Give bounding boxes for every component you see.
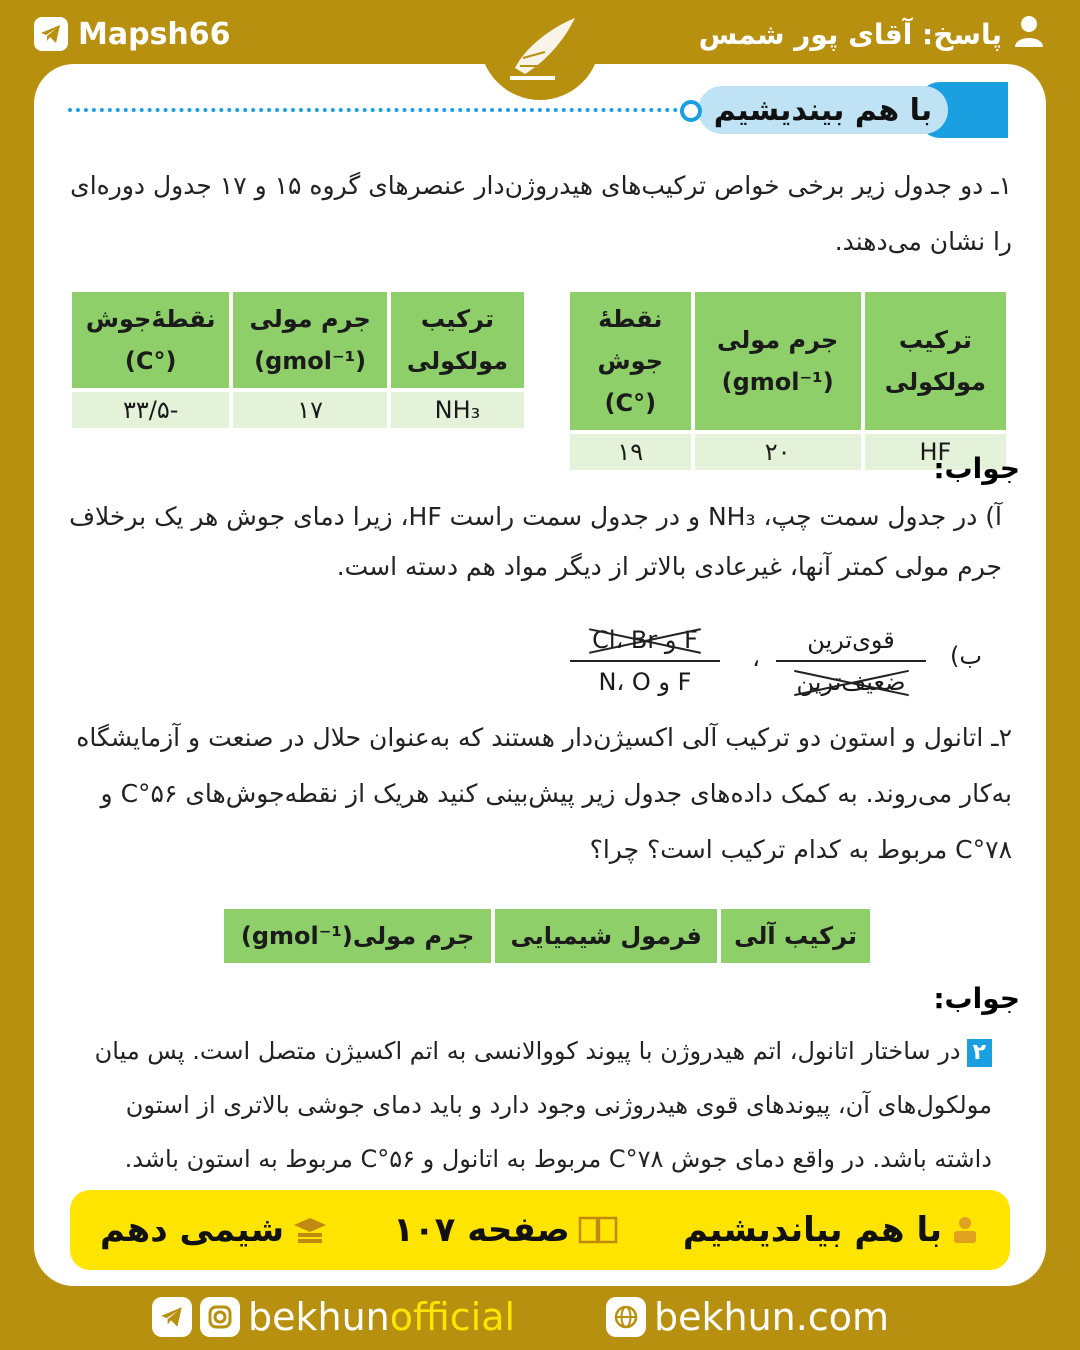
question-2: ۲ـ اتانول و استون دو ترکیب آلی اکسیژن‌دار هستند که به‌عنوان حلال در صنعت و آزمایشگاه به‌کار می‌روند. به کمک داده‌های جدول زیر پیش‌بینی کنید هریک از نقطه‌جوش‌های ۵۶°C و ۷۸°C مربوط به کدام ترکیب است؟ چرا؟ (76, 723, 1012, 864)
social-link[interactable] (152, 1294, 515, 1340)
table-organic (220, 909, 874, 963)
table-header: ترکیب آلی (721, 909, 870, 963)
table-header: جرم مولی(gmol⁻¹) (224, 909, 491, 963)
table-header: ترکیب مولکولی (865, 292, 1006, 430)
answer-1-part-a: آ) در جدول سمت چپ، NH₃ و در جدول سمت راست HF، زیرا دمای جوش هر یک برخلاف جرم مولی کمتر آنها، غیرعادی بالاتر از دیگر مواد هم دسته است. (69, 502, 1002, 581)
fraction-strength (776, 620, 926, 702)
section-header (688, 82, 1008, 138)
table-group-17 (566, 292, 1010, 470)
footer-info-bar (70, 1190, 1010, 1270)
footer-page: صفحه ۱۰۷ (393, 1210, 618, 1250)
website-link[interactable] (606, 1294, 889, 1340)
table-cell: ۱۹ (570, 430, 691, 470)
section-title: با هم بیندیشیم (698, 86, 948, 134)
table-cell: HF (865, 430, 1006, 470)
book-icon (578, 1215, 618, 1245)
answer-label-2: جواب: (933, 982, 1020, 1015)
table-header: جرم مولی (gmol⁻¹) (695, 292, 861, 430)
answer-author-text: پاسخ: آقای پور شمس (698, 17, 1002, 51)
instagram-icon (200, 1297, 240, 1337)
table-cell: ۱۷ (233, 388, 386, 428)
footer-course: شیمی دهم (100, 1210, 328, 1250)
telegram-icon (152, 1297, 192, 1337)
telegram-handle[interactable] (34, 12, 231, 56)
comma: ، (752, 644, 760, 672)
struck-text: ضعیف‌ترین (797, 662, 906, 702)
content-card (34, 64, 1046, 1286)
telegram-icon (34, 17, 68, 51)
fraction-elements (570, 620, 720, 702)
section-dot (680, 100, 702, 122)
answer-2 (82, 1024, 992, 1186)
footer-topic: با هم بیاندیشیم (683, 1210, 980, 1250)
table-header: جرم مولی (gmol⁻¹) (233, 292, 386, 388)
answer-author (699, 12, 1044, 56)
question-1: ۱ـ دو جدول زیر برخی خواص ترکیب‌های هیدروژن‌دار عنصرهای گروه ۱۵ و ۱۷ جدول دوره‌ای را نشان می‌دهند. (70, 171, 1012, 256)
fraction-numerator: قوی‌ترین (807, 626, 895, 654)
answer-number-badge: ۲ (967, 1039, 992, 1067)
globe-icon (606, 1297, 646, 1337)
table-header: ترکیب مولکولی (391, 292, 524, 388)
fraction-denominator: F و N، O (598, 668, 692, 696)
table-header: نقطهٔ جوش (°C) (570, 292, 691, 430)
table-header: نقطهٔ‌جوش (°C) (72, 292, 229, 388)
table-cell: NH₃ (391, 388, 524, 428)
part-b-label: ب) (950, 642, 982, 670)
struck-text: F و Cl، Br (592, 620, 698, 660)
answer-label-1: جواب: (933, 452, 1020, 485)
website-url: bekhun.com (654, 1295, 889, 1339)
dotted-divider (68, 108, 678, 112)
answer-1-part-b (562, 620, 982, 710)
handle-text: Mapsh66 (78, 16, 231, 52)
social-handle: bekhunofficial (248, 1295, 516, 1339)
teacher-icon (950, 1215, 980, 1245)
graduation-cap-icon (292, 1215, 328, 1245)
table-cell: ۲۰ (695, 430, 861, 470)
answer-2-text: در ساختار اتانول، اتم هیدروژن با پیوند کووالانسی به اتم اکسیژن متصل است. پس میان مولکول‌های آن، پیوندهای قوی هیدروژنی وجود دارد و باید دمای جوشی بالاتری از استون داشته باشد. در واقع دمای جوش ۷۸°C مربوط به اتانول و ۵۶°C مربوط به استون باشد. (94, 1037, 992, 1173)
table-cell: -۳۳/۵ (72, 388, 229, 428)
table-group-15 (68, 292, 528, 428)
user-icon (1014, 15, 1044, 54)
table-header: فرمول شیمیایی (495, 909, 717, 963)
bekhun-logo (480, 0, 600, 100)
